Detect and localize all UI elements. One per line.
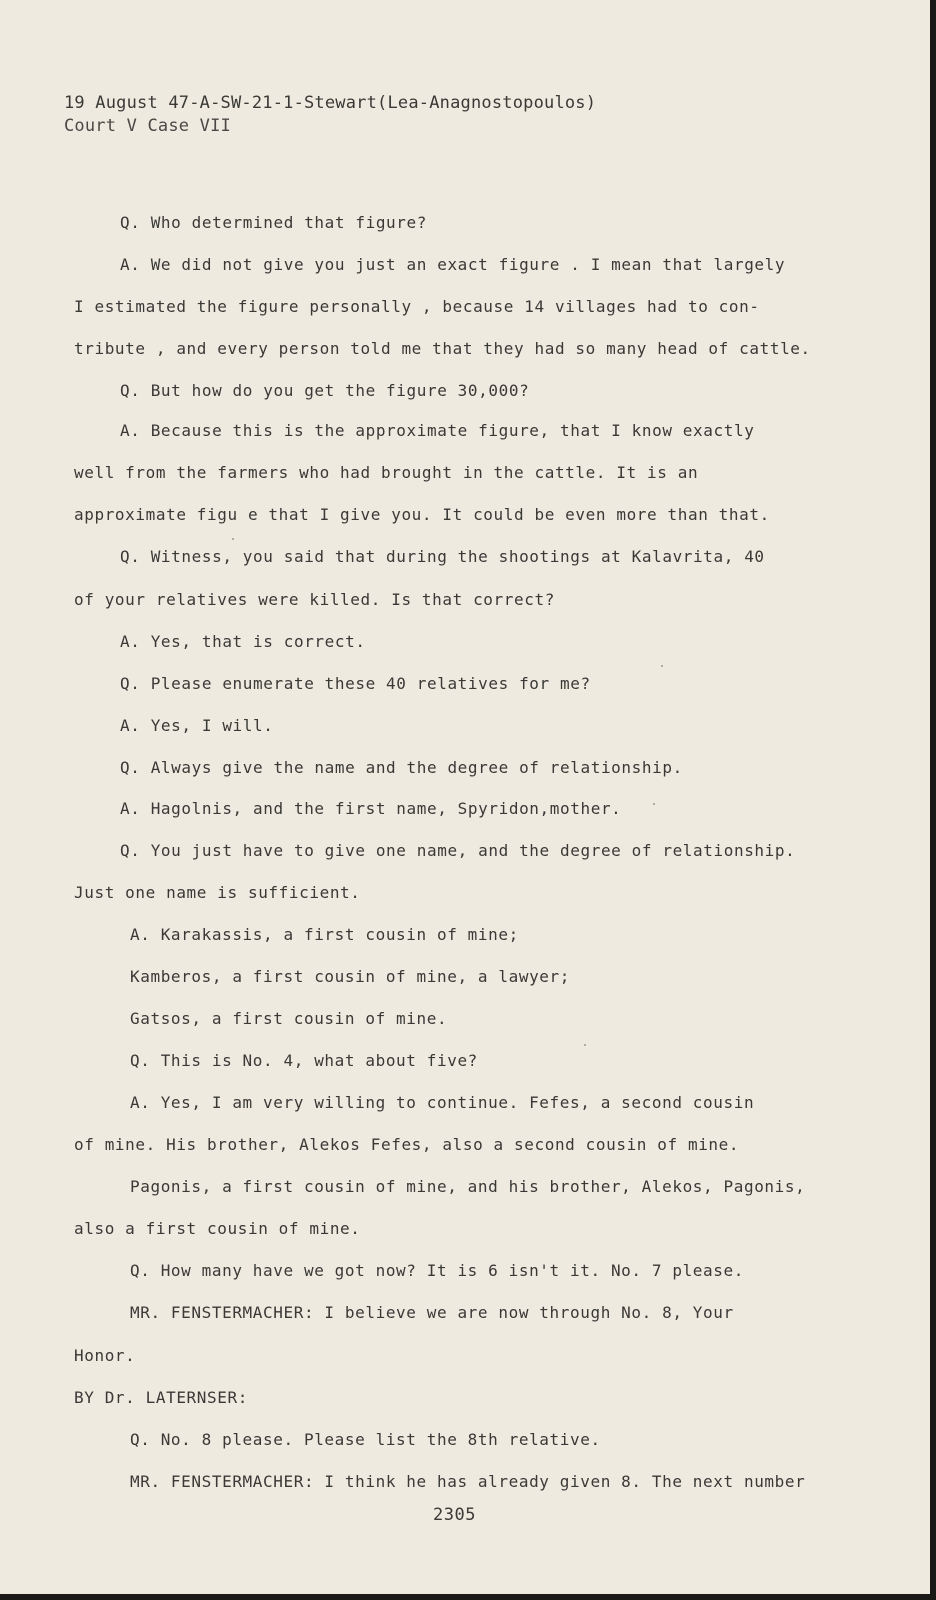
transcript-line: Q. Witness, you said that during the shootings at Kalavrita, 40 (120, 547, 765, 566)
transcript-line: approximate figu e that I give you. It could be even more than that. (74, 505, 770, 524)
transcript-line: Q. This is No. 4, what about five? (130, 1051, 478, 1070)
transcript-line: Q. Who determined that figure? (120, 213, 427, 232)
transcript-line: A. Karakassis, a first cousin of mine; (130, 925, 519, 944)
transcript-line: Gatsos, a first cousin of mine. (130, 1009, 448, 1028)
transcript-line: Q. How many have we got now? It is 6 isn't it. No. 7 please. (130, 1261, 744, 1280)
transcript-line: I estimated the figure personally , because 14 villages had to con- (74, 297, 760, 316)
transcript-line: A. Yes, I am very willing to continue. Fefes, a second cousin (130, 1093, 755, 1112)
header-reference-line: 19 August 47-A-SW-21-1-Stewart(Lea-Anagnostopoulos) (64, 93, 597, 113)
transcript-line: A. We did not give you just an exact figure . I mean that largely (120, 255, 786, 274)
transcript-line: Just one name is sufficient. (74, 883, 361, 902)
page-number: 2305 (433, 1505, 476, 1525)
header-court-line: Court V Case VII (64, 116, 231, 136)
transcript-line: of mine. His brother, Alekos Fefes, also a second cousin of mine. (74, 1135, 740, 1154)
transcript-line: A. Yes, I will. (120, 716, 274, 735)
document-header (64, 92, 596, 138)
paper-speck (661, 665, 663, 667)
transcript-line: A. Hagolnis, and the first name, Spyridon,mother. (120, 799, 622, 818)
transcript-line: Q. Always give the name and the degree of relationship. (120, 758, 683, 777)
transcript-line: Honor. (74, 1346, 136, 1365)
transcript-line: Pagonis, a first cousin of mine, and his brother, Alekos, Pagonis, (130, 1177, 806, 1196)
transcript-line: also a first cousin of mine. (74, 1219, 361, 1238)
transcript-line: Q. No. 8 please. Please list the 8th relative. (130, 1430, 601, 1449)
transcript-line: Q. Please enumerate these 40 relatives for me? (120, 674, 591, 693)
transcript-line: A. Yes, that is correct. (120, 632, 366, 651)
transcript-line: tribute , and every person told me that they had so many head of cattle. (74, 339, 811, 358)
transcript-line: well from the farmers who had brought in the cattle. It is an (74, 463, 699, 482)
transcript-line: of your relatives were killed. Is that correct? (74, 590, 555, 609)
paper-speck (584, 1044, 586, 1046)
transcript-line: A. Because this is the approximate figure, that I know exactly (120, 421, 755, 440)
transcript-line: MR. FENSTERMACHER: I believe we are now through No. 8, Your (130, 1303, 734, 1322)
transcript-line: MR. FENSTERMACHER: I think he has already given 8. The next number (130, 1472, 806, 1491)
transcript-line: Q. But how do you get the figure 30,000? (120, 381, 530, 400)
transcript-line: BY Dr. LATERNSER: (74, 1388, 248, 1407)
transcript-line: Q. You just have to give one name, and the degree of relationship. (120, 841, 796, 860)
transcript-line: Kamberos, a first cousin of mine, a lawyer; (130, 967, 571, 986)
paper-speck (653, 803, 655, 805)
paper-speck (232, 538, 234, 540)
